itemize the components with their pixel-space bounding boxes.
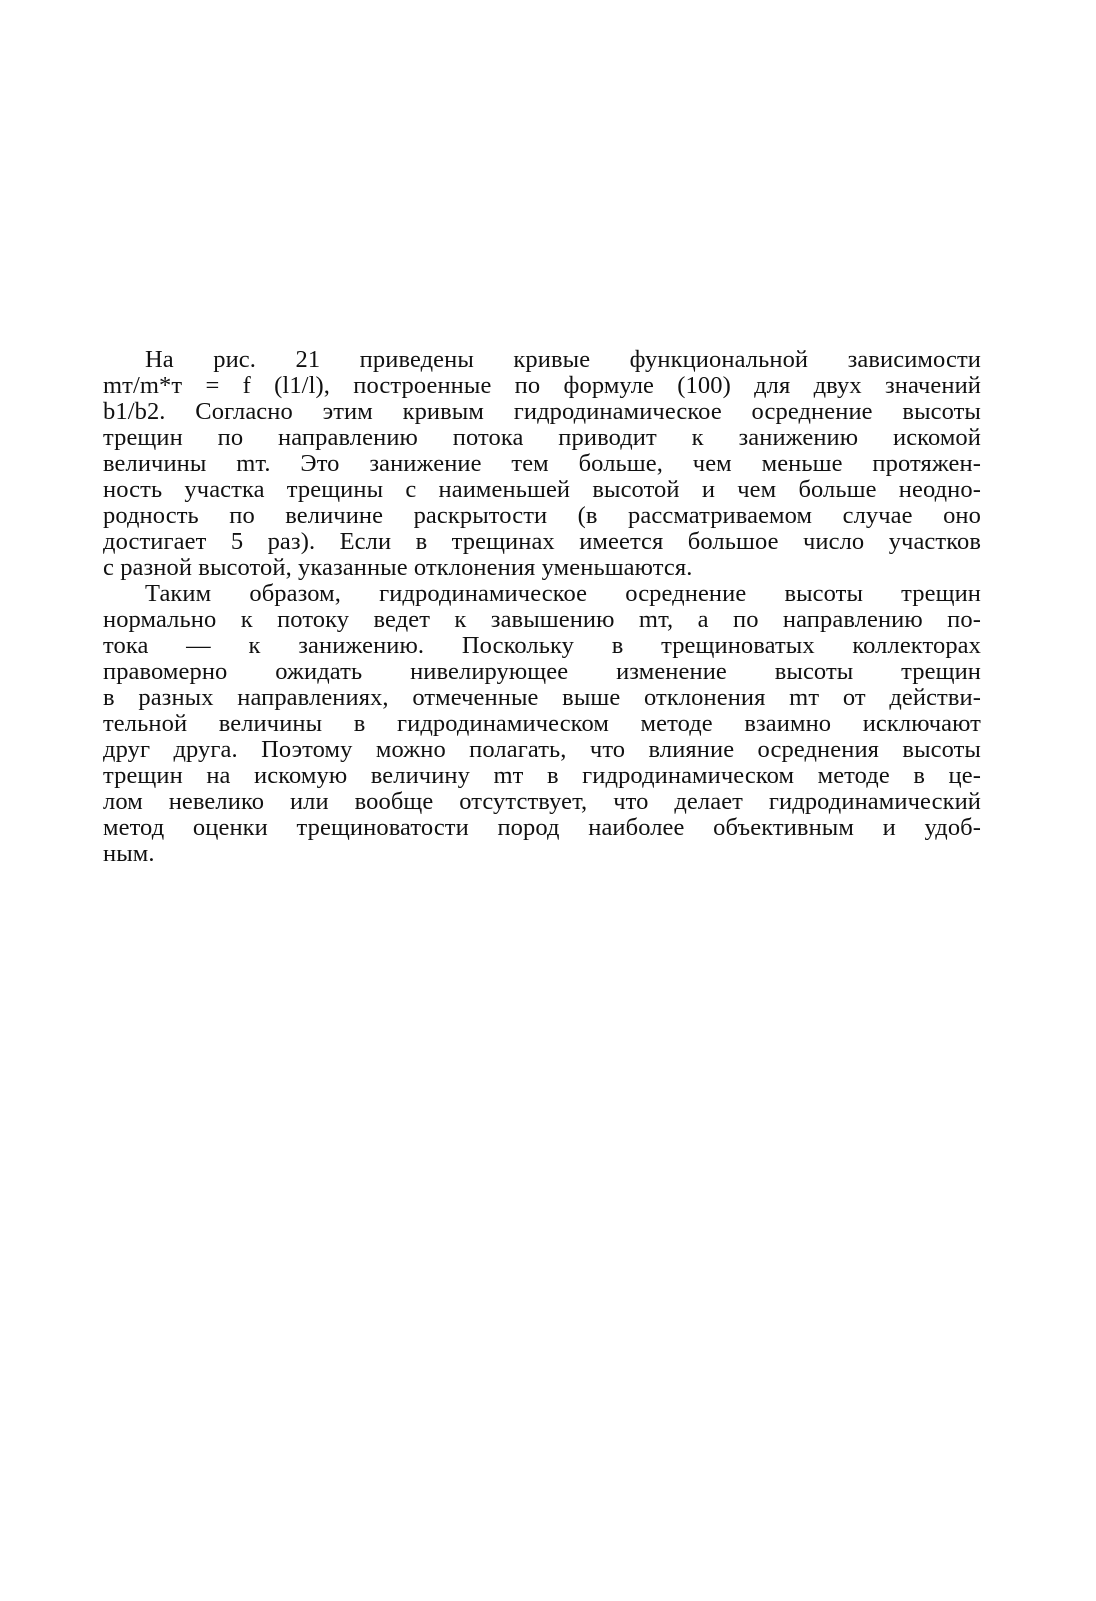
text-line: правомерно ожидать нивелирующее изменение высоты трещин [103, 658, 981, 685]
text-line: достигает 5 раз). Если в трещинах имеется большое число участков [103, 528, 981, 555]
text-line: тока — к занижению. Поскольку в трещиноватых коллекторах [103, 632, 981, 659]
text-line: mт/m*т = f (l1/l), построенные по формуле (100) для двух значений [103, 372, 981, 399]
text-line: ность участка трещины с наименьшей высотой и чем больше неодно- [103, 476, 981, 503]
text-line: с разной высотой, указанные отклонения уменьшаются. [103, 554, 693, 581]
text-line: трещин по направлению потока приводит к занижению искомой [103, 424, 981, 451]
text-line: нормально к потоку ведет к завышению mт, а по направлению по- [103, 606, 981, 633]
text-line: тельной величины в гидродинамическом методе взаимно исключают [103, 710, 981, 737]
text-line: родность по величине раскрытости (в рассматриваемом случае оно [103, 502, 981, 529]
text-line: друг друга. Поэтому можно полагать, что влияние осреднения высоты [103, 736, 981, 763]
paragraph-2 [103, 581, 981, 867]
text-line: На рис. 21 приведены кривые функциональной зависимости [145, 346, 981, 373]
text-line: лом невелико или вообще отсутствует, что делает гидродинамический [103, 788, 981, 815]
text-line: трещин на искомую величину mт в гидродинамическом методе в це- [103, 762, 981, 789]
text-line: ным. [103, 840, 155, 867]
text-line: b1/b2. Согласно этим кривым гидродинамическое осреднение высоты [103, 398, 981, 425]
paragraph-1 [103, 347, 981, 581]
text-line: Таким образом, гидродинамическое осреднение высоты трещин [145, 580, 981, 607]
text-line: метод оценки трещиноватости пород наиболее объективным и удоб- [103, 814, 981, 841]
text-line: величины mт. Это занижение тем больше, чем меньше протяжен- [103, 450, 981, 477]
text-line: в разных направлениях, отмеченные выше отклонения mт от действи- [103, 684, 981, 711]
body-text [103, 347, 981, 867]
